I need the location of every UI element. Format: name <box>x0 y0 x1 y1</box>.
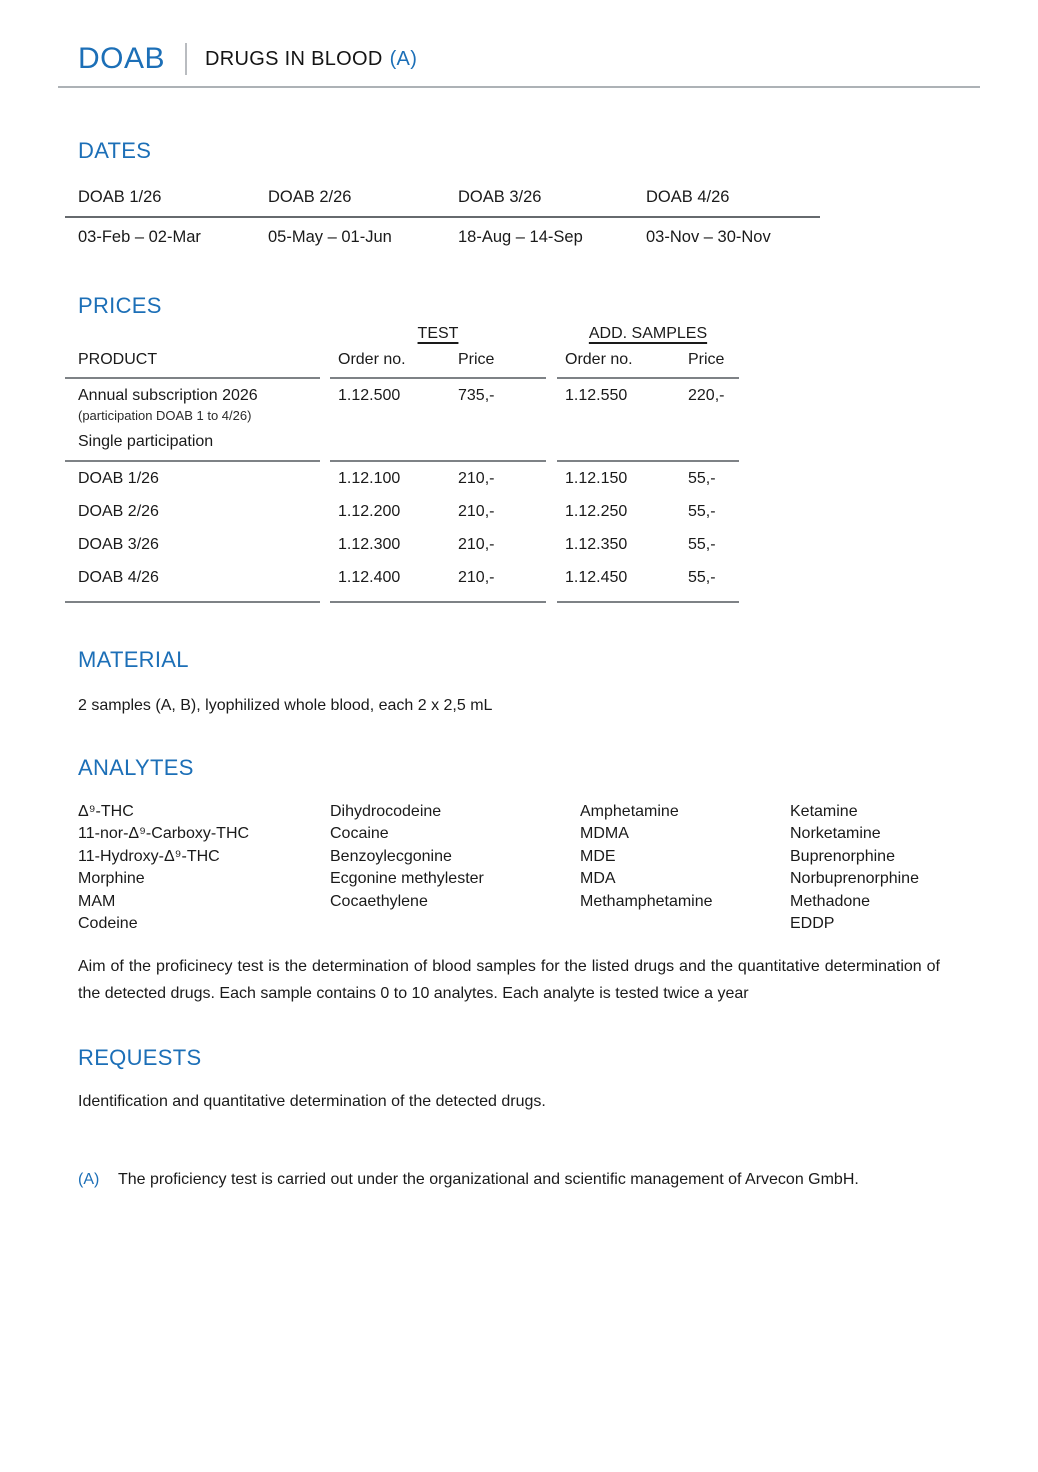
prices-row <box>65 462 940 495</box>
footnote-marker: (A) <box>78 1171 100 1189</box>
title-divider <box>185 43 187 75</box>
prices-divider <box>65 601 940 603</box>
prices-heading: PRICES <box>78 293 162 318</box>
dates-col-label: DOAB 2/26 <box>268 188 352 206</box>
analyte-item: MDMA <box>580 825 629 843</box>
prices-row <box>65 528 940 561</box>
prices-add-values <box>557 470 739 488</box>
prices-test-col-headers <box>330 351 546 369</box>
prices-test-values <box>330 569 546 587</box>
requests-heading: REQUESTS <box>78 1045 202 1071</box>
analyte-item: Cocaine <box>330 825 389 843</box>
prices-add-values <box>557 503 739 521</box>
analyte-item: 11-Hydroxy-Δ⁹-THC <box>78 847 220 865</box>
prices-annual-note: (participation DOAB 1 to 4/26) <box>78 408 252 423</box>
price-value: 210,- <box>458 569 495 586</box>
prices-add-values <box>557 536 739 554</box>
dates-section <box>78 138 940 247</box>
price-value: 55,- <box>688 503 716 520</box>
analyte-item: Δ⁹-THC <box>78 803 134 820</box>
prices-single-participation-label: Single participation <box>78 433 214 450</box>
requests-section <box>78 1045 940 1111</box>
prices-product-name: DOAB 3/26 <box>78 536 159 553</box>
analyte-item: MDA <box>580 870 616 888</box>
price-value: 210,- <box>458 470 495 487</box>
dates-range: 03-Nov – 30-Nov <box>646 228 771 246</box>
price-value: 55,- <box>688 470 716 487</box>
dates-col-label: DOAB 1/26 <box>78 188 162 206</box>
prices-col-price: Price <box>688 351 725 368</box>
prices-test-values <box>330 387 546 405</box>
product-name-title <box>205 48 417 71</box>
analyte-item: Dihydrocodeine <box>330 803 442 820</box>
document-header <box>78 42 940 76</box>
analyte-item: Ketamine <box>790 803 858 820</box>
order-number: 1.12.450 <box>565 569 628 586</box>
prices-row <box>65 561 940 594</box>
prices-test-values <box>330 470 546 488</box>
price-value: 735,- <box>458 387 495 404</box>
analyte-item: Norbuprenorphine <box>790 870 919 888</box>
analytes-description: Aim of the proficinecy test is the determination of blood samples for the listed drugs and the quantitative determination of the detected drugs. Each sample contains 0 to 10 analytes. Each analyte is tested twice a year <box>78 958 940 1003</box>
analyte-item: EDDP <box>790 915 835 933</box>
prices-product-name: DOAB 1/26 <box>78 470 159 487</box>
analyte-item: Norketamine <box>790 825 881 843</box>
order-number: 1.12.550 <box>565 387 628 404</box>
order-number: 1.12.200 <box>338 503 401 520</box>
order-number: 1.12.100 <box>338 470 401 487</box>
order-number: 1.12.150 <box>565 470 628 487</box>
dates-heading: DATES <box>78 138 152 163</box>
analyte-item: Methadone <box>790 892 871 910</box>
analyte-item: MDE <box>580 847 616 865</box>
dates-values-row <box>78 218 940 247</box>
dates-range: 03-Feb – 02-Mar <box>78 228 201 246</box>
analytes-column-3 <box>580 801 790 935</box>
product-variant-label: (A) <box>389 47 418 70</box>
prices-product-name: DOAB 4/26 <box>78 569 159 586</box>
dates-range: 18-Aug – 14-Sep <box>458 228 583 246</box>
analyte-item: Codeine <box>78 915 138 933</box>
prices-group-add-samples-label: ADD. SAMPLES <box>588 325 708 342</box>
prices-test-values <box>330 503 546 521</box>
analyte-item: Ecgonine methylester <box>330 870 484 888</box>
prices-add-col-headers <box>557 351 739 369</box>
price-value: 55,- <box>688 569 716 586</box>
prices-col-product: PRODUCT <box>78 351 158 368</box>
prices-col-order-no: Order no. <box>565 351 633 368</box>
product-name-text: DRUGS IN BLOOD <box>205 47 383 70</box>
prices-row <box>65 495 940 528</box>
analytes-column-1 <box>78 801 330 935</box>
order-number: 1.12.500 <box>338 387 401 404</box>
dates-range: 05-May – 01-Jun <box>268 228 392 246</box>
analyte-item: Cocaethylene <box>330 892 428 910</box>
material-section <box>78 647 940 715</box>
price-value: 210,- <box>458 536 495 553</box>
analyte-item: Buprenorphine <box>790 847 895 865</box>
order-number: 1.12.250 <box>565 503 628 520</box>
prices-column-header-row <box>65 351 940 369</box>
product-code-title: DOAB <box>78 42 166 75</box>
order-number: 1.12.350 <box>565 536 628 553</box>
analyte-item: Benzoylecgonine <box>330 847 452 865</box>
analyte-item: Methamphetamine <box>580 892 713 910</box>
order-number: 1.12.300 <box>338 536 401 553</box>
prices-col-price: Price <box>458 351 495 368</box>
requests-text: Identification and quantitative determination of the detected drugs. <box>78 1093 546 1111</box>
analyte-item: MAM <box>78 892 116 910</box>
order-number: 1.12.400 <box>338 569 401 586</box>
prices-section <box>78 293 940 603</box>
footnote-text: The proficiency test is carried out under the organizational and scientific management of Arvecon GmbH. <box>118 1171 859 1189</box>
prices-product-name: Annual subscription 2026 <box>78 387 258 404</box>
price-value: 210,- <box>458 503 495 520</box>
price-value: 220,- <box>688 387 725 404</box>
material-text: 2 samples (A, B), lyophilized whole blood, each 2 x 2,5 mL <box>78 697 493 714</box>
analyte-item: 11-nor-Δ⁹-Carboxy-THC <box>78 825 250 843</box>
header-rule <box>58 86 980 88</box>
dates-col-label: DOAB 3/26 <box>458 188 542 206</box>
material-heading: MATERIAL <box>78 647 189 672</box>
prices-test-values <box>330 536 546 554</box>
prices-product-name: DOAB 2/26 <box>78 503 159 520</box>
prices-add-values <box>557 387 739 405</box>
analytes-list <box>78 801 940 935</box>
dates-header-row <box>78 188 940 216</box>
analyte-item: Morphine <box>78 870 145 888</box>
dates-col-label: DOAB 4/26 <box>646 188 730 206</box>
analytes-column-4 <box>790 801 940 935</box>
prices-col-order-no: Order no. <box>338 351 406 368</box>
prices-group-header-row <box>65 325 940 343</box>
analyte-item: Amphetamine <box>580 803 679 820</box>
footnote <box>78 1171 940 1189</box>
prices-add-values <box>557 569 739 587</box>
prices-group-test-label: TEST <box>417 325 459 342</box>
analytes-heading: ANALYTES <box>78 755 194 780</box>
analytes-section <box>78 755 940 1007</box>
analytes-column-2 <box>330 801 580 935</box>
price-value: 55,- <box>688 536 716 553</box>
